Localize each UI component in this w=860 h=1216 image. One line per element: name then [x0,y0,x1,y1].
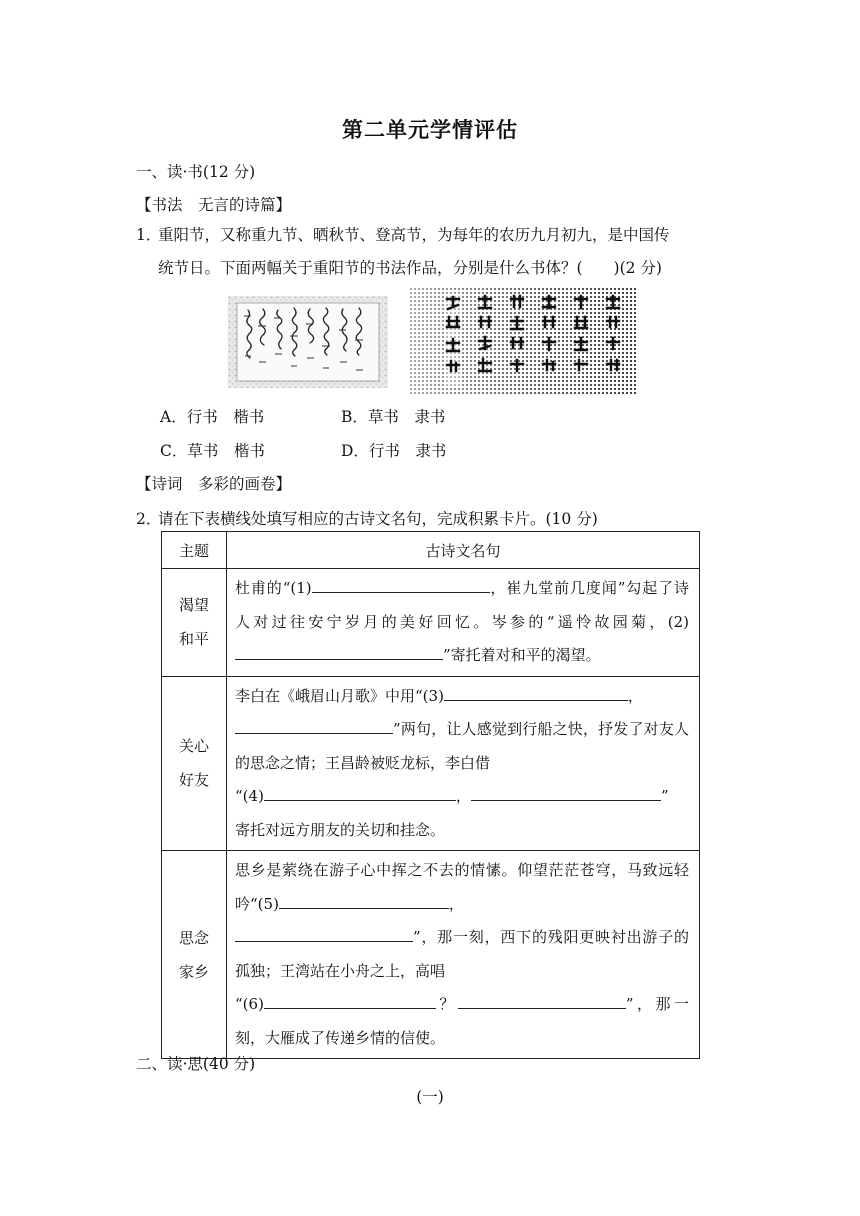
blank-4a[interactable] [264,782,456,801]
content-cell-hometown [227,851,700,1059]
header-theme: 主题 [162,532,227,569]
hometown-text-4: “(6) [235,995,264,1013]
theme-friends-line-2: 好友 [178,771,209,790]
blank-5a[interactable] [279,890,449,909]
question-1-line-2: 统节日。下面两幅关于重阳节的书法作品，分别是什么书体？( )(2 分) [158,259,662,277]
section-two-heading: 二、读·思(40 分) [136,1055,256,1073]
section-one-heading: 一、读·书(12 分) [136,163,256,181]
friends-text-1: 李白在《峨眉山月歌》中用“(3) [235,686,444,705]
hometown-text-6: ”，那一刻，大雁成了传递乡情的信使。 [235,995,689,1047]
theme-hometown-line-2: 家乡 [178,962,209,981]
question-1-number: 1． [136,226,162,244]
theme-friends-line-1: 关心 [178,737,209,756]
friends-text-7: 寄托对远方朋友的关切和挂念。 [235,820,446,839]
peace-text-3: ”寄托着对和平的渴望。 [443,646,601,664]
table-row-peace [162,569,700,677]
blank-1[interactable] [312,574,490,593]
option-d: D．行书 隶书 [341,442,447,460]
option-a: A．行书 楷书 [160,408,265,426]
blank-6a[interactable] [264,990,436,1009]
part-poetry-label: 【诗词 多彩的画卷】 [136,475,292,493]
theme-cell-hometown [162,851,227,1059]
question-2-text: 请在下表横线处填写相应的古诗文名句，完成积累卡片。(10 分) [158,510,598,528]
question-1 [136,219,732,285]
poetry-card-table [161,531,700,1059]
theme-cell-friends [162,676,227,851]
table-row-friends [162,676,700,851]
friends-text-4: “(4) [235,787,264,805]
question-2-number: 2． [136,510,162,528]
content-cell-friends [227,676,700,851]
calligraphy-image-cursive [228,296,388,388]
clerical-script-picture [409,287,637,394]
friends-text-6: ” [660,787,669,805]
question-1-line-1: 重阳节，又称重九节、晒秋节、登高节，为每年的农历九月初九，是中国传 [158,226,670,244]
hometown-text-1: 思乡是萦绕在游子心中挥之不去的情愫。仰望茫茫苍穹，马致远轻吟“(5) [235,861,689,913]
blank-3b[interactable] [235,715,393,734]
hometown-text-2: ， [448,894,464,913]
blank-4b[interactable] [471,782,661,801]
option-c: C．草书 楷书 [160,442,265,460]
peace-text-1: 杜甫的“(1) [235,579,312,597]
header-poem-lines: 古诗文名句 [227,532,700,569]
theme-peace-line-1: 渴望 [178,596,209,615]
content-cell-peace [227,569,700,677]
theme-peace-line-2: 和平 [178,630,209,649]
question-2 [136,507,598,529]
page-title: 第二单元学情评估 [342,118,518,142]
hometown-text-5: ？ [435,995,458,1013]
friends-text-2: ， [627,686,643,705]
option-b: B．草书 隶书 [341,408,446,426]
calligraphy-image-clerical [409,287,637,394]
peace-text-2: ，崔九堂前几度闻”勾起了诗人对过往安宁岁月的美好回忆。岑参的“遥怜故园菊，(2) [235,579,689,631]
blank-5b[interactable] [235,923,413,942]
friends-text-5: ， [455,787,471,805]
theme-hometown-line-1: 思念 [178,928,209,947]
cursive-script-picture [228,296,388,388]
blank-2[interactable] [235,641,443,660]
table-row-hometown [162,851,700,1059]
theme-cell-peace [162,569,227,677]
hometown-text-3: ”，那一刻，西下的残阳更映衬出游子的孤独；王湾站在小舟之上，高唱 [235,928,689,980]
blank-6b[interactable] [458,990,626,1009]
subsection-one-label: (一) [416,1088,444,1106]
friends-text-3: ”两句，让人感觉到行船之快，抒发了对友人的思念之情；王昌龄被贬龙标，李白借 [235,720,689,772]
blank-3a[interactable] [444,682,628,701]
table-header-row [162,532,700,569]
part-calligraphy-label: 【书法 无言的诗篇】 [136,196,292,214]
